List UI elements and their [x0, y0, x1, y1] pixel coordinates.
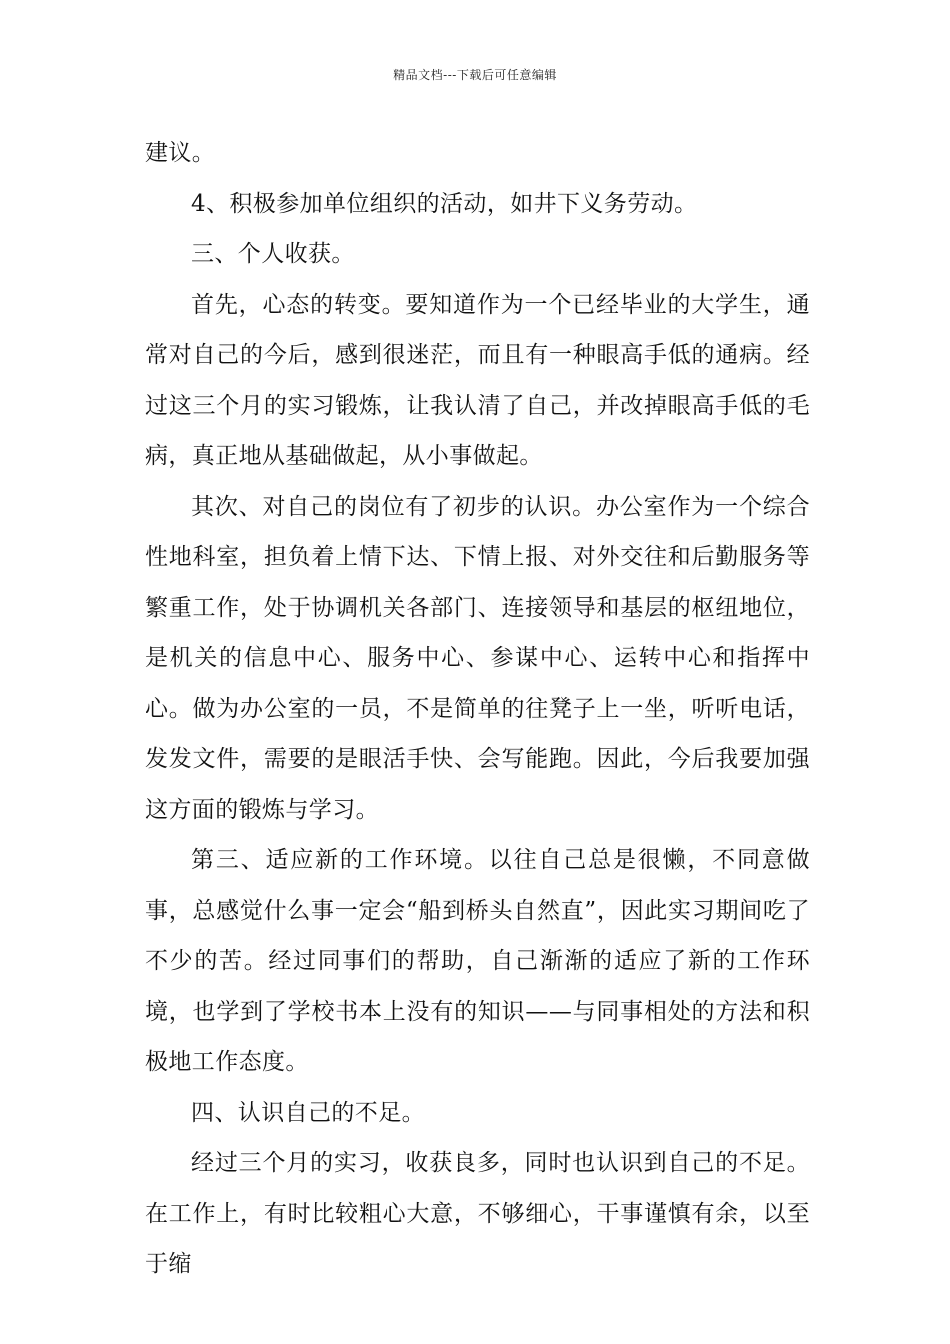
section-heading-4: 四、认识自己的不足。 [191, 1099, 425, 1126]
section-heading-3: 三、个人收获。 [191, 241, 355, 267]
paragraph-5: 其次、对自己的岗位有了初步的认识。办公室作为一个综合性地科室，担负着上情下达、下情上报、对外交往和后勤服务等繁重工作，处于协调机关各部门、连接领导和基层的枢纽地位，是机关的信息中心、服务中心、参谋中心、运转中心和指挥中心。做为办公室的一员，不是简单的往凳子上一坐，听听电话，发发文件，需要的是眼活手快、会写能跑。因此，今后我要加强这方面的锻炼与学习。 [145, 493, 810, 823]
paragraph-1: 建议。 [145, 140, 216, 166]
paragraph-6: 第三、适应新的工作环境。以往自己总是很懒，不同意做事，总感觉什么事一定会“船到桥头自然直”，因此实习期间吃了不少的苦。经过同事们的帮助，自己渐渐的适应了新的工作环境，也学到了学校书本上没有的知识——与同事相处的方法和积极地工作态度。 [145, 847, 810, 1075]
paragraph-2: 4、积极参加单位组织的活动，如井下义务劳动。 [191, 190, 698, 217]
page-header: 精品文档---下载后可任意编辑 [393, 68, 557, 82]
paragraph-4: 首先，心态的转变。要知道作为一个已经毕业的大学生，通常对自己的今后，感到很迷茫，而且有一种眼高手低的通病。经过这三个月的实习锻炼，让我认清了自己，并改掉眼高手低的毛病，真正地从基础做起，从小事做起。 [145, 291, 810, 469]
document-body [145, 128, 810, 1290]
paragraph-8: 经过三个月的实习，收获良多，同时也认识到自己的不足。在工作上，有时比较粗心大意，不够细心，干事谨慎有余，以至于缩 [145, 1150, 810, 1277]
